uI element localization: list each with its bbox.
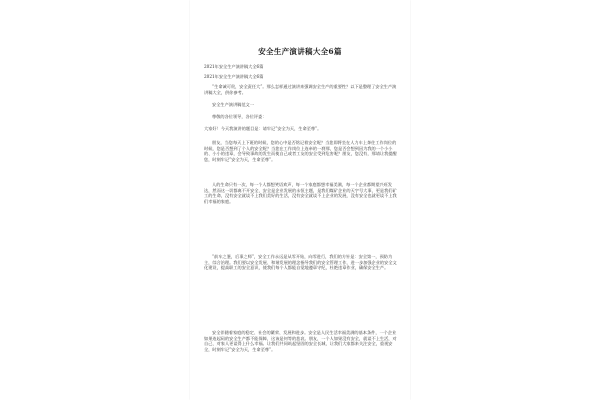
doc-paragraph-2: 朋友，当您每天上下班的时候，您的心中是否铭记着安全呢？当您即将坐在人力车上奔往工作岗位的时候，您是否想到了个人的安全呢？当您在工作岗位上连牵的一刹那，您是否会想到因为我的一个小小的、小小的违章，会导致事故的发生而使自己或者工友的安全受到危害呢？朋友，您没有，那请让我提醒您，时刻牢记“安全为天，生命至尊”。 xyxy=(204,140,397,162)
doc-title: 安全生产演讲稿大全6篇 xyxy=(258,47,342,56)
document-page xyxy=(190,0,410,400)
doc-greeting: 尊敬的各位领导，各位评委： xyxy=(212,114,267,119)
doc-section-heading: 安全生产演讲稿范文一 xyxy=(212,102,254,107)
doc-intro: “生命诚可贵，安全责任大”。那么怎样通过演讲来强调安全生产的重要性？以下是整理了安全生产演讲稿大全，供你参考。 xyxy=(204,84,397,95)
doc-paragraph-1: 大家好！今天我演讲的题目是：请牢记“安全为天，生命至尊”。 xyxy=(204,126,322,131)
doc-paragraph-4: “前车之鉴，后事之师”，安全工作永远是从零开始，向零进行，我们的方针是：安全第一，预防为主，综合治理。我们要以安全发展、和谐发展的理念指导我们的安全管理工作，进一步加强企业的安全文化建设，提高职工的安全意识，使我们每个人都能自觉地遵章守纪，杜绝违章作业，确保安全生产。 xyxy=(204,254,397,271)
doc-paragraph-5: 安全伴随着家庭的稳定、社会的繁荣、发展和进步。安全是人民生活幸福美满的基本条件，一个企业如果连起码的安全生产都不能保障，这该是何等的悲哀。朋友，一个人如果没有安全，就谈不上生活，对自己、对家人更谈得上什么幸福。让我们共同筑起坚固的安全长城，让我们大家都来关注安全，重视安全，时刻牢记“安全为天，生命至尊”。 xyxy=(204,330,397,352)
doc-paragraph-3: 人的生命只有一次，每一个人都想笑语欢声，每一个家庭都想幸福美满，每一个企业都期望兴旺发达，然而这一切都离不开安全，安全是企业发展的永恒主题，是我们煤矿企业的天字号大事，更是我们矿工的生命，没有安全就谈不上我们美好的生活，没有安全就谈不上企业的发展，没有安全也就更谈不上我们幸福的家庭。 xyxy=(204,182,397,204)
doc-subtitle-2: 2021年安全生产演讲稿大全6篇 xyxy=(204,74,264,79)
doc-subtitle-1: 2021年安全生产演讲稿大全6篇 xyxy=(204,64,264,69)
